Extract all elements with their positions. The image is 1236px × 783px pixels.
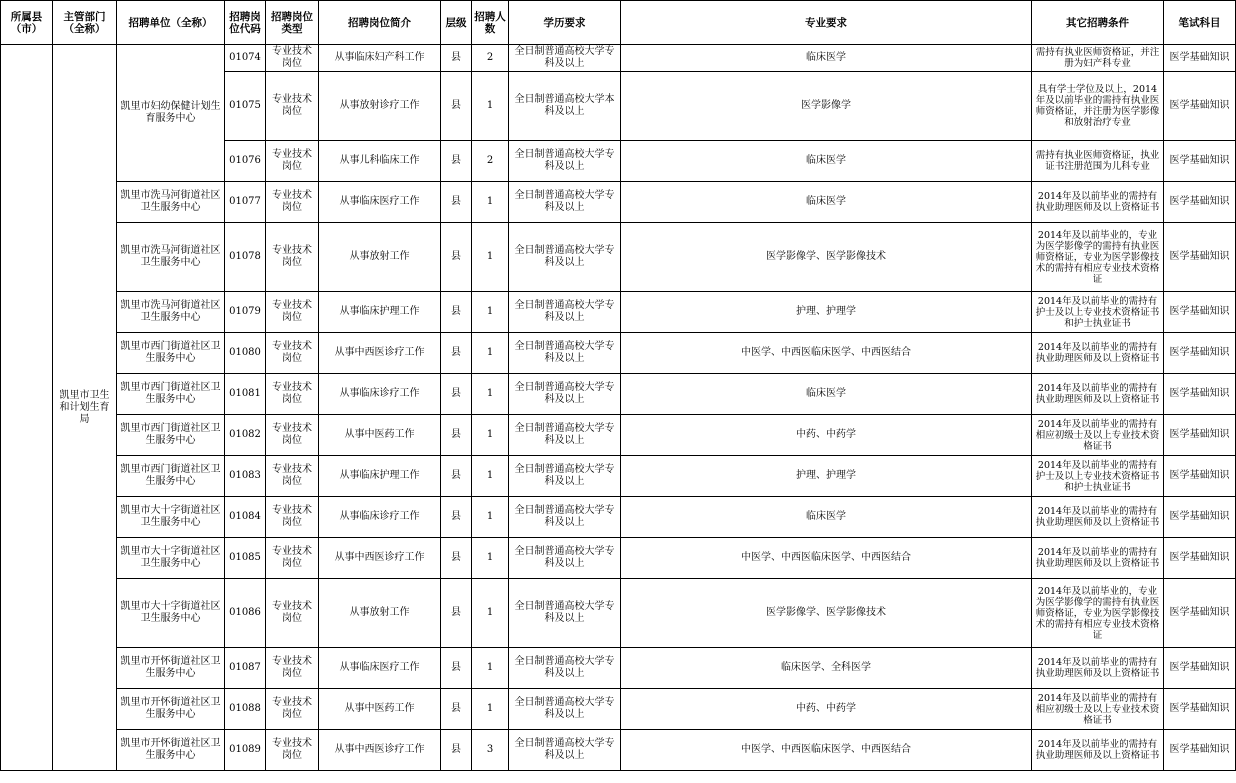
education-cell: 全日制普通高校大学专科及以上 [509, 538, 621, 579]
intro-cell: 从事临床医疗工作 [319, 182, 441, 223]
intro-cell: 从事临床医疗工作 [319, 648, 441, 689]
level-cell: 县 [441, 333, 472, 374]
header-education: 学历要求 [509, 1, 621, 45]
code-cell: 01078 [225, 223, 266, 292]
type-cell: 专业技术岗位 [266, 141, 319, 182]
table-row [1, 689, 1236, 730]
education-cell: 全日制普通高校大学专科及以上 [509, 223, 621, 292]
code-cell: 01075 [225, 72, 266, 141]
level-cell: 县 [441, 456, 472, 497]
count-cell: 1 [472, 223, 509, 292]
count-cell: 3 [472, 730, 509, 771]
major-cell: 中医学、中西医临床医学、中西医结合 [621, 333, 1032, 374]
education-cell: 全日制普通高校大学专科及以上 [509, 415, 621, 456]
count-cell: 1 [472, 689, 509, 730]
unit-cell: 凯里市开怀街道社区卫生服务中心 [117, 648, 225, 689]
header-other: 其它招聘条件 [1032, 1, 1164, 45]
table-row [1, 648, 1236, 689]
header-major: 专业要求 [621, 1, 1032, 45]
subject-cell: 医学基础知识 [1164, 648, 1236, 689]
header-unit: 招聘单位（全称） [117, 1, 225, 45]
education-cell: 全日制普通高校大学专科及以上 [509, 689, 621, 730]
intro-cell: 从事临床护理工作 [319, 292, 441, 333]
type-cell: 专业技术岗位 [266, 374, 319, 415]
table-row [1, 730, 1236, 771]
subject-cell: 医学基础知识 [1164, 579, 1236, 648]
intro-cell: 从事中医药工作 [319, 689, 441, 730]
table-row [1, 45, 1236, 72]
major-cell: 护理、护理学 [621, 456, 1032, 497]
level-cell: 县 [441, 292, 472, 333]
intro-cell: 从事儿科临床工作 [319, 141, 441, 182]
table-row [1, 579, 1236, 648]
major-cell: 医学影像学、医学影像技术 [621, 579, 1032, 648]
other-cell: 具有学士学位及以上，2014年及以前毕业的需持有执业医师资格证，并注册为医学影像和放射治疗专业 [1032, 72, 1164, 141]
unit-cell: 凯里市开怀街道社区卫生服务中心 [117, 689, 225, 730]
intro-cell: 从事放射工作 [319, 579, 441, 648]
intro-cell: 从事临床妇产科工作 [319, 45, 441, 72]
other-cell: 2014年及以前毕业的需持有相应初级士及以上专业技术资格证书 [1032, 689, 1164, 730]
education-cell: 全日制普通高校大学专科及以上 [509, 579, 621, 648]
count-cell: 1 [472, 538, 509, 579]
education-cell: 全日制普通高校大学专科及以上 [509, 730, 621, 771]
code-cell: 01085 [225, 538, 266, 579]
level-cell: 县 [441, 648, 472, 689]
header-intro: 招聘岗位简介 [319, 1, 441, 45]
education-cell: 全日制普通高校大学专科及以上 [509, 45, 621, 72]
county-cell [1, 45, 53, 771]
type-cell: 专业技术岗位 [266, 689, 319, 730]
major-cell: 中药、中药学 [621, 689, 1032, 730]
other-cell: 2014年及以前毕业的需持有护士及以上专业技术资格证书和护士执业证书 [1032, 292, 1164, 333]
intro-cell: 从事中医药工作 [319, 415, 441, 456]
code-cell: 01088 [225, 689, 266, 730]
type-cell: 专业技术岗位 [266, 538, 319, 579]
other-cell: 2014年及以前毕业的需持有执业助理医师及以上资格证书 [1032, 374, 1164, 415]
subject-cell: 医学基础知识 [1164, 72, 1236, 141]
education-cell: 全日制普通高校大学专科及以上 [509, 374, 621, 415]
education-cell: 全日制普通高校大学专科及以上 [509, 497, 621, 538]
major-cell: 中医学、中西医临床医学、中西医结合 [621, 538, 1032, 579]
subject-cell: 医学基础知识 [1164, 689, 1236, 730]
major-cell: 中医学、中西医临床医学、中西医结合 [621, 730, 1032, 771]
unit-cell: 凯里市西门街道社区卫生服务中心 [117, 374, 225, 415]
unit-cell: 凯里市大十字街道社区卫生服务中心 [117, 579, 225, 648]
count-cell: 1 [472, 497, 509, 538]
subject-cell: 医学基础知识 [1164, 182, 1236, 223]
type-cell: 专业技术岗位 [266, 333, 319, 374]
type-cell: 专业技术岗位 [266, 648, 319, 689]
other-cell: 需持有执业医师资格证，并注册为妇产科专业 [1032, 45, 1164, 72]
other-cell: 2014年及以前毕业的需持有执业助理医师及以上资格证书 [1032, 182, 1164, 223]
count-cell: 2 [472, 141, 509, 182]
other-cell: 2014年及以前毕业的需持有执业助理医师及以上资格证书 [1032, 648, 1164, 689]
level-cell: 县 [441, 415, 472, 456]
type-cell: 专业技术岗位 [266, 45, 319, 72]
type-cell: 专业技术岗位 [266, 72, 319, 141]
code-cell: 01086 [225, 579, 266, 648]
header-code: 招聘岗位代码 [225, 1, 266, 45]
table-row [1, 497, 1236, 538]
education-cell: 全日制普通高校大学专科及以上 [509, 182, 621, 223]
type-cell: 专业技术岗位 [266, 497, 319, 538]
subject-cell: 医学基础知识 [1164, 141, 1236, 182]
unit-cell: 凯里市洗马河街道社区卫生服务中心 [117, 292, 225, 333]
unit-cell: 凯里市开怀街道社区卫生服务中心 [117, 730, 225, 771]
level-cell: 县 [441, 45, 472, 72]
header-type: 招聘岗位类型 [266, 1, 319, 45]
table-row [1, 374, 1236, 415]
education-cell: 全日制普通高校大学专科及以上 [509, 141, 621, 182]
table-row [1, 538, 1236, 579]
subject-cell: 医学基础知识 [1164, 497, 1236, 538]
subject-cell: 医学基础知识 [1164, 292, 1236, 333]
count-cell: 1 [472, 579, 509, 648]
major-cell: 临床医学、全科医学 [621, 648, 1032, 689]
table-row [1, 292, 1236, 333]
other-cell: 2014年及以前毕业的需持有护士及以上专业技术资格证书和护士执业证书 [1032, 456, 1164, 497]
unit-cell: 凯里市西门街道社区卫生服务中心 [117, 333, 225, 374]
type-cell: 专业技术岗位 [266, 579, 319, 648]
header-row [1, 1, 1236, 45]
count-cell: 1 [472, 415, 509, 456]
code-cell: 01089 [225, 730, 266, 771]
subject-cell: 医学基础知识 [1164, 415, 1236, 456]
header-subject: 笔试科目 [1164, 1, 1236, 45]
code-cell: 01076 [225, 141, 266, 182]
intro-cell: 从事临床护理工作 [319, 456, 441, 497]
major-cell: 医学影像学 [621, 72, 1032, 141]
code-cell: 01082 [225, 415, 266, 456]
subject-cell: 医学基础知识 [1164, 456, 1236, 497]
table-row [1, 415, 1236, 456]
code-cell: 01083 [225, 456, 266, 497]
unit-cell: 凯里市西门街道社区卫生服务中心 [117, 415, 225, 456]
table-row [1, 223, 1236, 292]
type-cell: 专业技术岗位 [266, 456, 319, 497]
intro-cell: 从事临床诊疗工作 [319, 497, 441, 538]
header-county: 所属县（市） [1, 1, 53, 45]
major-cell: 临床医学 [621, 45, 1032, 72]
education-cell: 全日制普通高校大学专科及以上 [509, 292, 621, 333]
other-cell: 2014年及以前毕业的需持有执业助理医师及以上资格证书 [1032, 333, 1164, 374]
count-cell: 1 [472, 182, 509, 223]
unit-cell: 凯里市西门街道社区卫生服务中心 [117, 456, 225, 497]
type-cell: 专业技术岗位 [266, 182, 319, 223]
education-cell: 全日制普通高校大学专科及以上 [509, 333, 621, 374]
other-cell: 2014年及以前毕业的，专业为医学影像学的需持有执业医师资格证，专业为医学影像技术的需持有相应专业技术资格证 [1032, 579, 1164, 648]
count-cell: 2 [472, 45, 509, 72]
code-cell: 01080 [225, 333, 266, 374]
other-cell: 2014年及以前毕业的需持有相应初级士及以上专业技术资格证书 [1032, 415, 1164, 456]
major-cell: 临床医学 [621, 497, 1032, 538]
header-count: 招聘人数 [472, 1, 509, 45]
level-cell: 县 [441, 72, 472, 141]
other-cell: 2014年及以前毕业的需持有执业助理医师及以上资格证书 [1032, 497, 1164, 538]
subject-cell: 医学基础知识 [1164, 730, 1236, 771]
other-cell: 需持有执业医师资格证，执业证书注册范围为儿科专业 [1032, 141, 1164, 182]
subject-cell: 医学基础知识 [1164, 223, 1236, 292]
unit-cell: 凯里市大十字街道社区卫生服务中心 [117, 497, 225, 538]
level-cell: 县 [441, 223, 472, 292]
major-cell: 医学影像学、医学影像技术 [621, 223, 1032, 292]
level-cell: 县 [441, 730, 472, 771]
code-cell: 01087 [225, 648, 266, 689]
table-row [1, 456, 1236, 497]
count-cell: 1 [472, 72, 509, 141]
level-cell: 县 [441, 141, 472, 182]
unit-cell: 凯里市洗马河街道社区卫生服务中心 [117, 223, 225, 292]
level-cell: 县 [441, 579, 472, 648]
count-cell: 1 [472, 456, 509, 497]
major-cell: 临床医学 [621, 374, 1032, 415]
count-cell: 1 [472, 648, 509, 689]
header-department: 主管部门（全称） [53, 1, 117, 45]
type-cell: 专业技术岗位 [266, 292, 319, 333]
subject-cell: 医学基础知识 [1164, 333, 1236, 374]
code-cell: 01081 [225, 374, 266, 415]
table-row [1, 182, 1236, 223]
type-cell: 专业技术岗位 [266, 730, 319, 771]
subject-cell: 医学基础知识 [1164, 45, 1236, 72]
major-cell: 护理、护理学 [621, 292, 1032, 333]
table-row [1, 333, 1236, 374]
count-cell: 1 [472, 374, 509, 415]
level-cell: 县 [441, 374, 472, 415]
level-cell: 县 [441, 538, 472, 579]
intro-cell: 从事中西医诊疗工作 [319, 730, 441, 771]
intro-cell: 从事中西医诊疗工作 [319, 333, 441, 374]
type-cell: 专业技术岗位 [266, 223, 319, 292]
count-cell: 1 [472, 333, 509, 374]
level-cell: 县 [441, 182, 472, 223]
count-cell: 1 [472, 292, 509, 333]
intro-cell: 从事中西医诊疗工作 [319, 538, 441, 579]
type-cell: 专业技术岗位 [266, 415, 319, 456]
intro-cell: 从事放射工作 [319, 223, 441, 292]
unit-cell: 凯里市妇幼保健计划生育服务中心 [117, 45, 225, 182]
code-cell: 01084 [225, 497, 266, 538]
unit-cell: 凯里市洗马河街道社区卫生服务中心 [117, 182, 225, 223]
code-cell: 01077 [225, 182, 266, 223]
other-cell: 2014年及以前毕业的需持有执业助理医师及以上资格证书 [1032, 538, 1164, 579]
education-cell: 全日制普通高校大学本科及以上 [509, 72, 621, 141]
code-cell: 01079 [225, 292, 266, 333]
major-cell: 临床医学 [621, 141, 1032, 182]
education-cell: 全日制普通高校大学专科及以上 [509, 456, 621, 497]
major-cell: 中药、中药学 [621, 415, 1032, 456]
level-cell: 县 [441, 497, 472, 538]
code-cell: 01074 [225, 45, 266, 72]
subject-cell: 医学基础知识 [1164, 538, 1236, 579]
intro-cell: 从事放射诊疗工作 [319, 72, 441, 141]
header-level: 层级 [441, 1, 472, 45]
other-cell: 2014年及以前毕业的需持有执业助理医师及以上资格证书 [1032, 730, 1164, 771]
unit-cell: 凯里市大十字街道社区卫生服务中心 [117, 538, 225, 579]
department-cell: 凯里市卫生和计划生育局 [53, 45, 117, 771]
level-cell: 县 [441, 689, 472, 730]
intro-cell: 从事临床诊疗工作 [319, 374, 441, 415]
other-cell: 2014年及以前毕业的，专业为医学影像学的需持有执业医师资格证，专业为医学影像技术的需持有相应专业技术资格证 [1032, 223, 1164, 292]
major-cell: 临床医学 [621, 182, 1032, 223]
subject-cell: 医学基础知识 [1164, 374, 1236, 415]
education-cell: 全日制普通高校大学专科及以上 [509, 648, 621, 689]
